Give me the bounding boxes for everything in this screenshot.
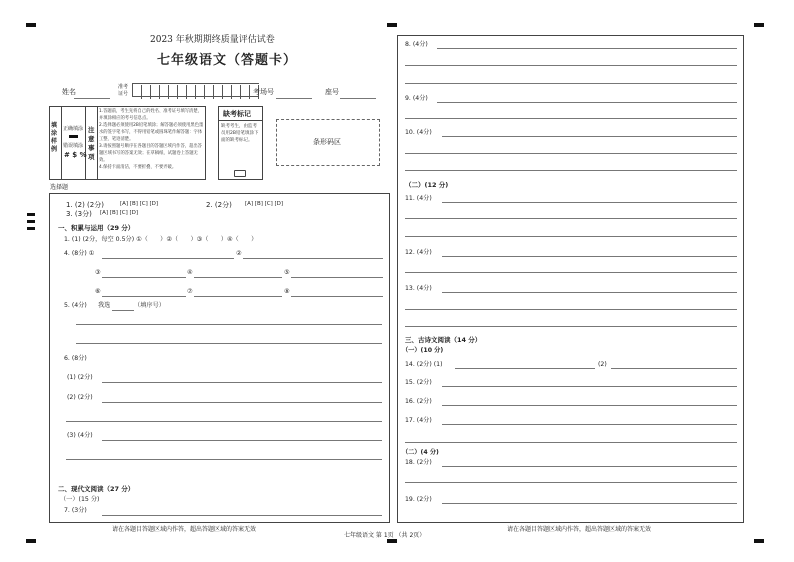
q5-choose: 我选 [98,302,111,309]
choice-q3: 3. (3分) [66,210,92,218]
notice-item: 2.选择题必须使用2B铅笔填涂；解答题必须使用黑色墨水的签字笔书写，不得用铅笔或圆珠笔作解答题：字体工整、笔迹清楚。 [99,123,204,142]
q6-part-3: (3) (4分) [67,432,93,439]
q4-label: 4. (8分) ① [64,250,95,257]
answer-line[interactable] [442,424,737,425]
answer-line[interactable] [405,482,737,483]
q8-label: 8. (4分) [405,41,428,48]
wrong-symbols: # $ % [64,151,87,159]
answer-line[interactable] [442,386,737,387]
answer-line[interactable] [442,466,737,467]
q5-choice-blank[interactable] [112,310,134,311]
answer-line[interactable] [405,153,737,154]
position-mark [387,539,397,543]
q4-blank-7[interactable] [194,296,282,297]
q9-label: 9. (4分) [405,95,428,102]
q6-label: 6. (8分) [64,355,87,362]
answer-line[interactable] [405,118,737,119]
position-mark [27,213,35,216]
q14-blank-1[interactable] [455,368,595,369]
section-3-title: 三、古诗文阅读（14 分） [405,336,482,344]
q16-label: 16. (2分) [405,398,432,405]
subsection-3-label: （一）(10 分) [402,347,444,354]
room-field[interactable] [276,98,312,99]
footer-page-label: 七年级语文 第 1页 （共 2页） [344,532,426,539]
answer-line[interactable] [442,136,737,137]
q18-label: 18. (2分) [405,459,432,466]
answer-line[interactable] [405,83,737,84]
q4-blank-3[interactable] [102,277,186,278]
exam-title: 2023 年秋期期终质量评估试卷 [150,35,275,45]
subsection-1-label: （一）(15 分) [60,496,100,503]
position-mark [27,227,35,230]
choice-q1: 1. (2) (2分) [66,201,104,209]
right-answer-box [397,35,744,523]
ticket-number-grid[interactable] [132,83,259,97]
q1-text[interactable]: 1. (1) (2分，每空 0.5分) ①（ ）②（ ）③（ ）④（ ） [64,236,258,243]
answer-line[interactable] [102,382,382,383]
notice-item: 4.保持卡面清洁，不要折叠、不要弄破。 [99,165,177,170]
position-mark [26,539,36,543]
section-2-title: 二、现代文阅读（27 分） [58,485,135,493]
q4-blank-8[interactable] [291,296,383,297]
q19-label: 19. (2分) [405,496,432,503]
notice-items [99,108,204,171]
q4-mark-3: ③ [95,269,101,276]
q4-blank-2[interactable] [243,258,383,259]
answer-line[interactable] [102,515,382,516]
answer-line[interactable] [66,459,382,460]
q4-blank-1[interactable] [102,258,234,259]
q14-label: 14. (2分) (1) [405,361,443,368]
notice-item: 1.答题前，考生先将自己的姓名、准考证号填写清楚，并填涂相应的考号信息点。 [99,109,202,121]
q13-label: 13. (4分) [405,285,432,292]
footer-left-warning: 请在各题目答题区域内作答，超出答题区域的答案无效 [112,526,257,533]
q4-blank-4[interactable] [194,277,282,278]
barcode-label: 条形码区 [313,138,341,146]
q14-blank-2[interactable] [611,368,737,369]
seat-label: 座号 [325,88,339,96]
q4-mark-8: ⑧ [284,288,290,295]
position-mark [387,23,397,27]
q4-mark-4: ④ [187,269,193,276]
q4-mark-2: ② [236,250,242,257]
answer-line[interactable] [405,309,737,310]
choice-q1-options[interactable]: [A] [B] [C] [D] [120,201,159,207]
answer-line[interactable] [405,218,737,219]
answer-line[interactable] [405,442,737,443]
choice-q2-options[interactable]: [A] [B] [C] [D] [245,201,284,207]
absent-text: 缺考考生，由监考员用2B铅笔填涂下面的缺考标记。 [221,124,259,143]
room-label: 考场号 [253,88,274,96]
q4-blank-6[interactable] [102,296,186,297]
position-mark [754,23,764,27]
answer-line[interactable] [442,256,737,257]
q4-mark-7: ⑦ [187,288,193,295]
absent-title: 缺考标记 [223,110,251,118]
q6-part-2: (2) (2分) [67,394,93,401]
correct-label: 正确填涂 [63,126,84,132]
answer-line[interactable] [405,170,737,171]
q4-mark-6: ⑥ [95,288,101,295]
correct-fill-sample [69,135,78,138]
position-mark [27,220,35,223]
answer-line[interactable] [102,402,382,403]
position-mark [26,23,36,27]
seat-field[interactable] [340,98,376,99]
answer-line[interactable] [76,324,382,325]
attention-label: 注意事项 [88,126,95,161]
card-title: 七年级语文（答题卡） [157,53,298,68]
name-field[interactable] [74,98,110,99]
answer-line[interactable] [437,48,737,49]
q11-label: 11. (4分) [405,195,432,202]
answer-line[interactable] [442,405,737,406]
answer-line[interactable] [442,292,737,293]
q7-label: 7. (3分) [64,507,87,514]
q5-fill-hint: （填序号） [134,302,165,309]
answer-line[interactable] [66,421,382,422]
footer-right-warning: 请在各题目答题区域内作答，超出答题区域的答案无效 [507,526,652,533]
q14-part-2: (2) [598,361,607,368]
ticket-label-2: 证号 [118,91,129,97]
subsection-2-label: （二）(12 分) [405,181,449,189]
q4-mark-5: ⑤ [284,269,290,276]
answer-line[interactable] [442,503,737,504]
choice-q3-options[interactable]: [A] [B] [C] [D] [100,210,139,216]
answer-line[interactable] [405,326,737,327]
choice-q2: 2. (2分) [206,201,232,209]
name-label: 姓名 [62,88,76,96]
wrong-label: 错误填涂 [63,143,84,149]
section-1-title: 一、积累与运用（29 分） [58,224,135,232]
absent-checkbox[interactable] [234,170,246,177]
ticket-label-1: 准考 [118,84,129,90]
answer-line[interactable] [102,440,382,441]
answer-line[interactable] [442,202,737,203]
q6-part-1: (1) (2分) [67,374,93,381]
choice-label: 选择题 [50,184,69,191]
answer-line[interactable] [76,343,382,344]
q15-label: 15. (2分) [405,379,432,386]
answer-line[interactable] [437,102,737,103]
notice-item: 3.请按照题号顺序在各题目的答题区域内作答，超出答题区域书写的答案无效；在草稿纸、试题卷上答题无效。 [99,144,202,163]
q12-label: 12. (4分) [405,249,432,256]
q17-label: 17. (4分) [405,417,432,424]
subsection-4-label: （二）(4 分) [402,449,439,456]
sample-label: 填涂样例 [51,122,58,153]
answer-line[interactable] [405,65,737,66]
q5-label: 5. (4分) [64,302,87,309]
position-mark [754,539,764,543]
q4-blank-5[interactable] [291,277,383,278]
answer-line[interactable] [405,236,737,237]
answer-line[interactable] [405,272,737,273]
q10-label: 10. (4分) [405,129,432,136]
